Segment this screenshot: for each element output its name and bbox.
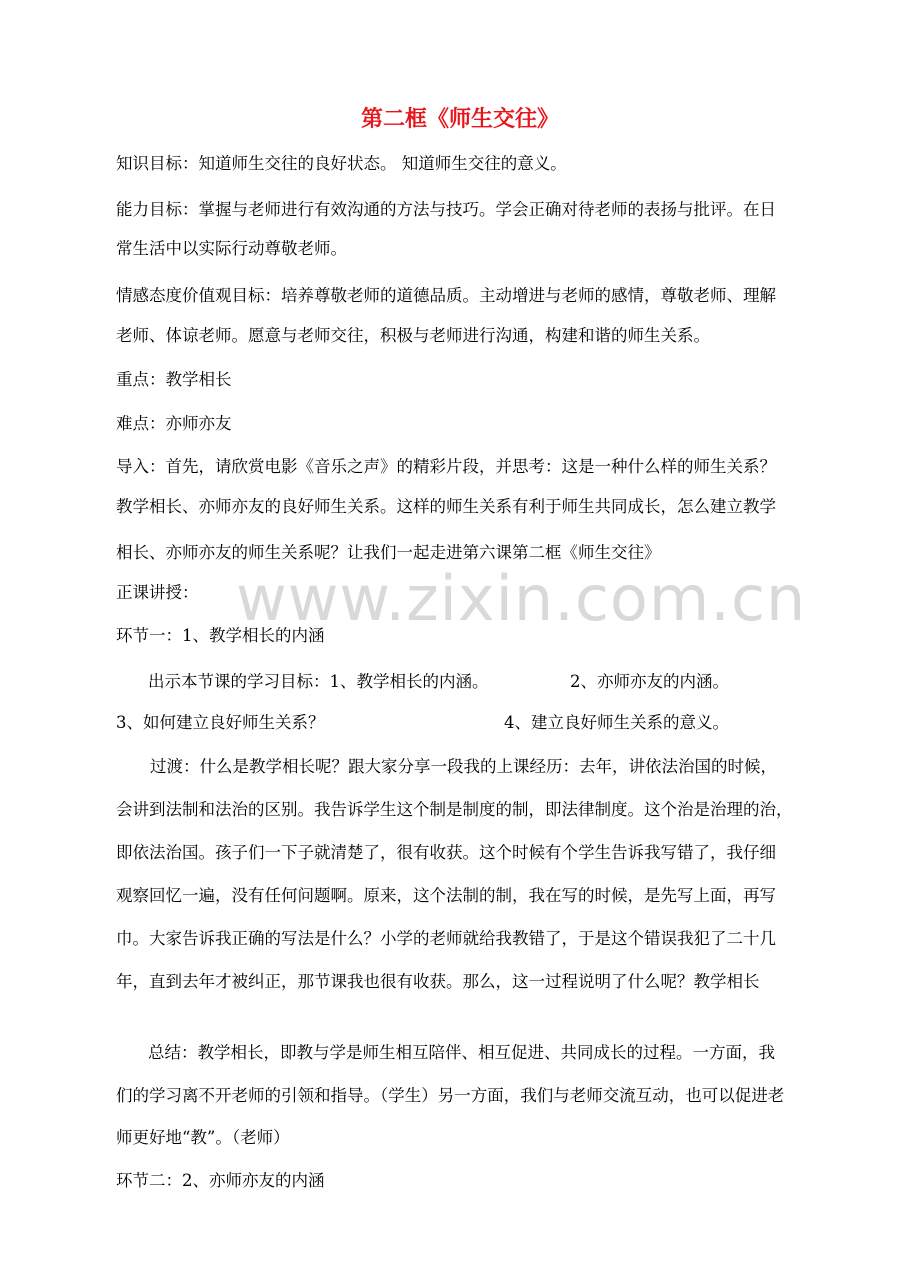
transition-line-cont-2: 即依法治国。孩子们一下子就清楚了，很有收获。这个时候有个学生告诉我写错了，我仔细 xyxy=(116,843,776,862)
lecture-heading: 正课讲授： xyxy=(116,583,199,602)
objectives-line-1: 出示本节课的学习目标：1、教学相长的内涵。 xyxy=(148,672,489,691)
attitude-goal-line-cont: 老师、体谅老师。愿意与老师交往，积极与老师进行沟通，构建和谐的师生关系。 xyxy=(116,326,710,345)
objectives-line-2-item4: 4、建立良好师生关系的意义。 xyxy=(504,713,729,732)
section-two-heading: 环节二：2、亦师亦友的内涵 xyxy=(116,1171,325,1190)
transition-line-cont-1: 会讲到法制和法治的区别。我告诉学生这个制是制度的制，即法律制度。这个治是治理的治， xyxy=(116,800,793,819)
intro-line: 导入：首先，请欣赏电影《音乐之声》的精彩片段，并思考：这是一种什么样的师生关系？ xyxy=(116,457,776,476)
objectives-line-2: 3、如何建立良好师生关系？ xyxy=(116,713,325,732)
key-point-line: 重点：教学相长 xyxy=(116,370,232,389)
section-one-heading: 环节一：1、教学相长的内涵 xyxy=(116,626,325,645)
ability-goal-line-cont: 常生活中以实际行动尊敬老师。 xyxy=(116,239,347,258)
transition-line-cont-4: 巾。大家告诉我正确的写法是什么？小学的老师就给我教错了，于是这个错误我犯了二十几 xyxy=(116,929,776,948)
intro-line-cont-1: 教学相长、亦师亦友的良好师生关系。这样的师生关系有利于师生共同成长，怎么建立教学 xyxy=(116,497,776,516)
document-title: 第二框《师生交往》 xyxy=(360,106,559,132)
summary-line: 总结：教学相长，即教与学是师生相互陪伴、相互促进、共同成长的过程。一方面，我 xyxy=(148,1043,775,1062)
summary-line-cont-1: 们的学习离不开老师的引领和指导。（学生）另一方面，我们与老师交流互动，也可以促进老 xyxy=(116,1086,785,1105)
summary-line-cont-2: 师更好地“教”。（老师） xyxy=(116,1128,290,1147)
watermark: www.zixin.com.cn xyxy=(236,562,807,635)
difficulty-line: 难点：亦师亦友 xyxy=(116,414,232,433)
intro-line-cont-2: 相长、亦师亦友的师生关系呢？让我们一起走进第六课第二框《师生交往》 xyxy=(116,543,661,562)
knowledge-goal-line: 知识目标：知道师生交往的良好状态。 知道师生交往的意义。 xyxy=(116,154,567,173)
attitude-goal-line: 情感态度价值观目标：培养尊敬老师的道德品质。主动增进与老师的感情，尊敬老师、理解 xyxy=(116,286,776,305)
transition-line-cont-3: 观察回忆一遍，没有任何问题啊。原来，这个法制的制，我在写的时候，是先写上面，再写 xyxy=(116,886,776,905)
ability-goal-line: 能力目标：掌握与老师进行有效沟通的方法与技巧。学会正确对待老师的表扬与批评。在日 xyxy=(116,200,776,219)
transition-line: 过渡：什么是教学相长呢？跟大家分享一段我的上课经历：去年，讲依法治国的时候， xyxy=(150,757,777,776)
objectives-line-1-item2: 2、亦师亦友的内涵。 xyxy=(570,672,729,691)
transition-line-cont-5: 年，直到去年才被纠正，那节课我也很有收获。那么，这一过程说明了什么呢？教学相长 xyxy=(116,972,760,991)
